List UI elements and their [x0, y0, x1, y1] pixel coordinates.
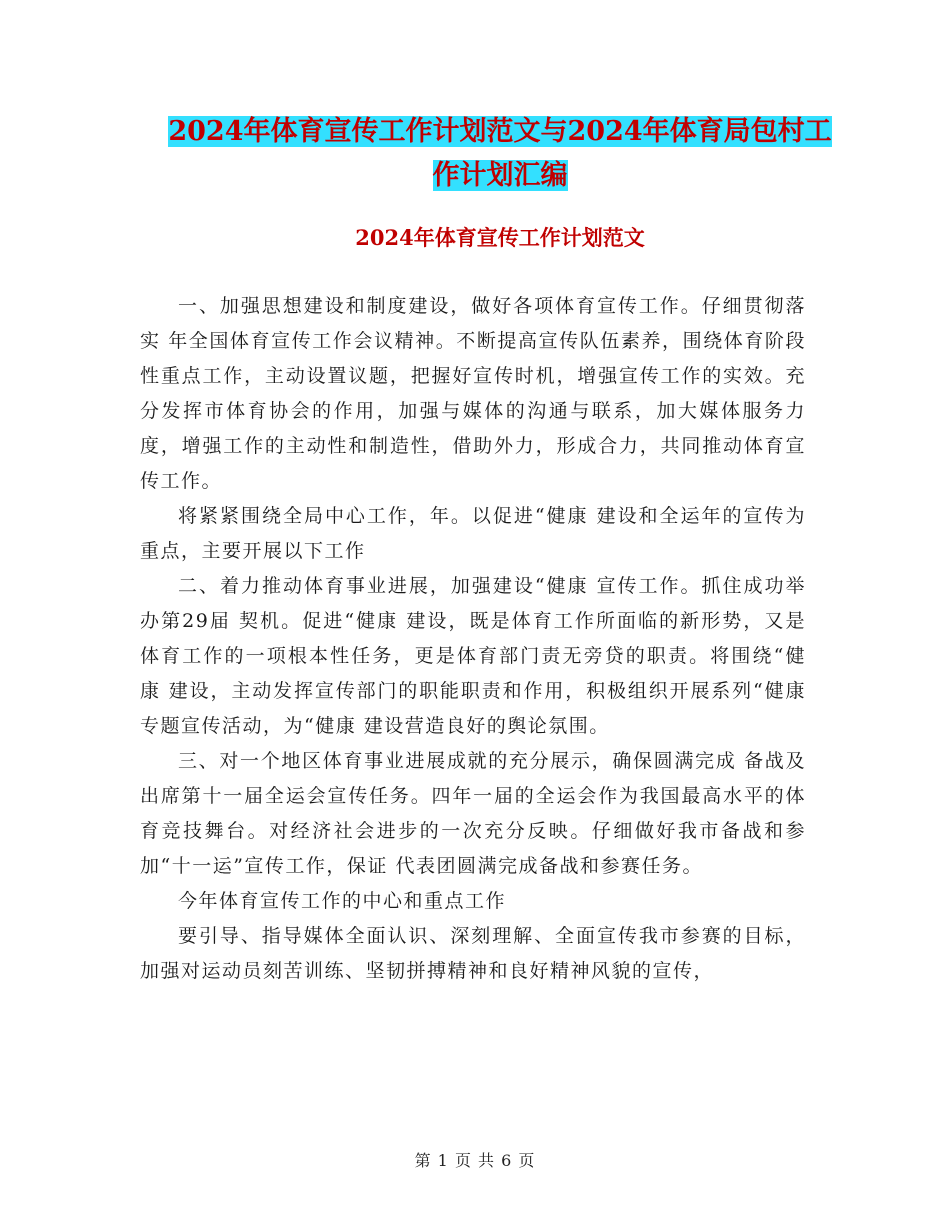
- section-title: 2024年体育宣传工作计划范文: [355, 225, 645, 250]
- paragraph: 一、加强思想建设和制度建设，做好各项体育宣传工作。仔细贯彻落实 年全国体育宣传工作会议精神。不断提高宣传队伍素养，围绕体育阶段性重点工作，主动设置议题，把握好宣传时机，增强宣传工作的实效。充分发挥市体育协会的作用，加强与媒体的沟通与联系，加大媒体服务力度，增强工作的主动性和制造性，借助外力，形成合力，共同推动体育宣传工作。: [140, 295, 806, 492]
- document-body: [140, 289, 806, 989]
- title-line-2: 作计划汇编: [432, 160, 568, 191]
- paragraph: 将紧紧围绕全局中心工作，年。以促进“健康 建设和全运年的宣传为重点，主要开展以下工作: [140, 505, 806, 562]
- page-footer: 第 1 页 共 6 页: [414, 1151, 536, 1170]
- document-title: [140, 110, 860, 198]
- paragraph: 二、着力推动体育事业进展，加强建设“健康 宣传工作。抓住成功举办第29届 契机。促进“健康 建设，既是体育工作所面临的新形势，又是体育工作的一项根本性任务，更是体育部门责无旁贷的职责。将围绕“健康 建设，主动发挥宣传部门的职能职责和作用，积极组织开展系列“健康 专题宣传活动，为“健康 建设营造良好的舆论氛围。: [140, 575, 806, 737]
- paragraph: 今年体育宣传工作的中心和重点工作: [178, 890, 507, 912]
- title-line-1: 2024年体育宣传工作计划范文与2024年体育局包村工: [168, 116, 832, 147]
- paragraph: 要引导、指导媒体全面认识、深刻理解、全面宣传我市参赛的目标，加强对运动员刻苦训练、坚韧拼搏精神和良好精神风貌的宣传，: [140, 925, 806, 982]
- paragraph: 三、对一个地区体育事业进展成就的充分展示，确保圆满完成 备战及出席第十一届全运会宣传任务。四年一届的全运会作为我国最高水平的体育竞技舞台。对经济社会进步的一次充分反映。仔细做好我市备战和参加“十一运”宣传工作，保证 代表团圆满完成备战和参赛任务。: [140, 750, 806, 877]
